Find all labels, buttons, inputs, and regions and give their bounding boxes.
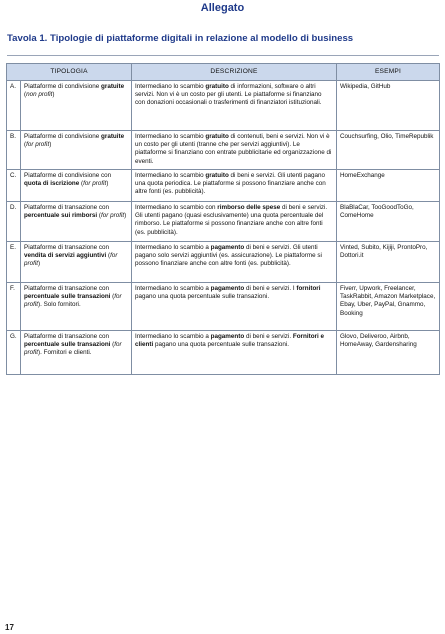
cell-descrizione: Intermediano lo scambio a pagamento di beni e servizi. I fornitori pagano una quota percentuale sulle transazioni. xyxy=(132,283,337,331)
cell-tipologia: Piattaforme di transazione con percentuale sulle transazioni (for profit). Fornitori e clienti. xyxy=(21,331,132,375)
cell-descrizione: Intermediano lo scambio gratuito di informazioni, software o altri servizi. Non vi è un costo per gli utenti. Le piattaforme si finanziano con donazioni occasionali o trasferimenti di finanziatori istituzionali. xyxy=(132,81,337,131)
table-row xyxy=(7,283,440,331)
cell-esempi: HomeExchange xyxy=(337,170,440,202)
cell-tipologia: Piattaforme di condivisione gratuite (for profit) xyxy=(21,131,132,170)
cell-esempi: BlaBlaCar, TooGoodToGo, ComeHome xyxy=(337,202,440,242)
table-row xyxy=(7,81,440,131)
cell-descrizione: Intermediano lo scambio a pagamento di beni e servizi. Gli utenti pagano solo servizi aggiuntivi (es. assicurazione). Le piattaforme si possono finanziare anche con altre fonti (es. pubblicità). xyxy=(132,242,337,283)
row-letter: G. xyxy=(7,331,21,375)
table-row xyxy=(7,170,440,202)
row-letter: D. xyxy=(7,202,21,242)
page-number: 17 xyxy=(5,623,14,632)
platform-types-table xyxy=(6,63,440,375)
cell-esempi: Fiverr, Upwork, Freelancer, TaskRabbit, Amazon Marketplace, Ebay, Uber, PayPal, Gnammo, Booking xyxy=(337,283,440,331)
cell-esempi: Vinted, Subito, Kijiji, ProntoPro, Dottori.it xyxy=(337,242,440,283)
cell-tipologia: Piattaforme di transazione con percentuale sui rimborsi (for profit) xyxy=(21,202,132,242)
cell-tipologia: Piattaforme di condivisione con quota di iscrizione (for profit) xyxy=(21,170,132,202)
row-letter: F. xyxy=(7,283,21,331)
col-header-esempi: ESEMPI xyxy=(337,64,440,81)
row-letter: E. xyxy=(7,242,21,283)
table-title: Tavola 1. Tipologie di piattaforme digitali in relazione al modello di business xyxy=(7,33,354,44)
row-letter: A. xyxy=(7,81,21,131)
cell-descrizione: Intermediano lo scambio gratuito di beni e servizi. Gli utenti pagano una quota periodica. Le piattaforme si possono finanziare anche con altre fonti (es. pubblicità). xyxy=(132,170,337,202)
table-header-row xyxy=(7,64,440,81)
table-row xyxy=(7,331,440,375)
table-row xyxy=(7,131,440,170)
cell-esempi: Couchsurfing, Olio, TimeRepublik xyxy=(337,131,440,170)
table-row xyxy=(7,202,440,242)
cell-descrizione: Intermediano lo scambio con rimborso delle spese di beni e servizi. Gli utenti pagano (quasi esclusivamente) una quota percentuale del rimborso. Le piattaforme si possono finanziare anche con altre fonti (es. pubblicità). xyxy=(132,202,337,242)
col-header-tipologia: TIPOLOGIA xyxy=(7,64,132,81)
row-letter: C. xyxy=(7,170,21,202)
cell-descrizione: Intermediano lo scambio a pagamento di beni e servizi. Fornitori e clienti pagano una quota percentuale sulle transazioni. xyxy=(132,331,337,375)
cell-descrizione: Intermediano lo scambio gratuito di contenuti, beni e servizi. Non vi è un costo per gli utenti (tranne che per servizi aggiuntivi). Le piattaforme si finanziano con entrate pubblicitarie ed organizzazione di eventi. xyxy=(132,131,337,170)
row-letter: B. xyxy=(7,131,21,170)
cell-tipologia: Piattaforme di transazione con percentuale sulle transazioni (for profit). Solo fornitori. xyxy=(21,283,132,331)
cell-esempi: Glovo, Deliveroo, Airbnb, HomeAway, Gardensharing xyxy=(337,331,440,375)
cell-esempi: Wikipedia, GitHub xyxy=(337,81,440,131)
table-row xyxy=(7,242,440,283)
col-header-descrizione: DESCRIZIONE xyxy=(132,64,337,81)
page-header: Allegato xyxy=(200,2,245,14)
title-rule xyxy=(7,55,439,56)
cell-tipologia: Piattaforme di transazione con vendita di servizi aggiuntivi (for profit) xyxy=(21,242,132,283)
cell-tipologia: Piattaforme di condivisione gratuite (non profit) xyxy=(21,81,132,131)
